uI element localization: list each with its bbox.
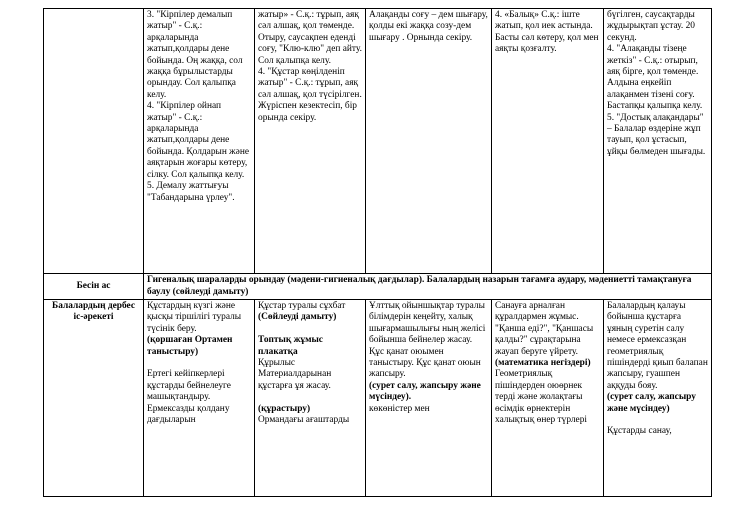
table-cell	[604, 300, 712, 497]
table-row	[44, 300, 712, 497]
cell-text: (математика негіздері)	[495, 358, 591, 369]
table-cell	[492, 9, 604, 274]
cell-text	[258, 324, 362, 335]
cell-text: Геометриялық пішіндерден оюөрнек терді және жолақтағы өсімдік өрнектерін халықтық өнер түрлері	[495, 369, 588, 426]
cell-text: (сурет салу, жапсыру және мүсіндеу)	[607, 392, 699, 414]
row-header: Балалардың дербес іс-әрекеті	[44, 300, 144, 497]
cell-text: 4. "Құстар көңілденіп жатыр" - С.қ.: тұрып, аяқ сәл алшақ, қол түсірілген. Жүріспен кезектесіп, бір орында секіру.	[258, 67, 365, 123]
cell-text	[607, 415, 708, 426]
cell-text: бүгілген, саусақтарды жұдырықтап ұстау. 20 секунд.	[607, 10, 698, 43]
cell-text: Ұлттық ойыншықтар туралы білімдерін кеңейту, халық шығармашылығы ның желісі бойынша бейнелер жасау. Құс қанат оюымен таныстыру. Құс қанат оюын жапсыру.	[369, 301, 488, 380]
cell-text: Ормандағы ағаштарды	[258, 415, 350, 426]
cell-text: 5. Демалу жаттығуы "Табандарына үрлеу".	[147, 181, 235, 203]
cell-text: (құрастыру)	[258, 403, 311, 414]
cell-text: (сурет салу, жапсыру және мүсіндеу).	[369, 380, 484, 403]
cell-text: жатыр» - С.қ.: тұрып, аяқ сәл алшақ, қол төменде. Отыру, саусақпен еденді соғу, "Клю-клю" деп айту. Сол қалыпқа келу.	[258, 10, 365, 66]
table-cell	[366, 9, 492, 274]
cell-text	[258, 392, 362, 403]
table-row	[44, 9, 712, 274]
cell-text: Санауға арналған құралдармен жұмыс. "Қанша еді?", "Қаншасы қалды?" сұрақтарына жауап беруге үйрету.	[495, 301, 596, 357]
cell-text: Ертегі кейіпкерлері құстарды бейнелеуге машықтандыру. Ермексазды қолдану дағдыларын	[147, 369, 234, 426]
cell-text: Алақанды соғу – дем шығару, қолды екі жаққа созу-дем шығару . Орнында секіру.	[369, 10, 491, 43]
cell-text: 4. "Алақанды тізеңе жеткіз" - С.қ.: отырып, аяқ бірге, қол төменде. Алдына еңкейіп алақанмен тізені соғу. Бастапқы қалыпқа келу.	[607, 44, 703, 112]
cell-text: көкөністер мен	[369, 403, 430, 414]
schedule-table	[43, 8, 712, 497]
row-header: Бесін ас	[44, 274, 144, 300]
table-cell	[366, 300, 492, 497]
cell-text: Құрылыс Материалдарынан құстарға ұя жасау.	[258, 358, 334, 391]
cell-text: 4. "Кірпілер ойнап жатыр" - С.қ.: арқаларында жатып,қолдары дене бойында. Қолдарын және аяқтарын жоғары көтеру, сілку. Сол қалыпқа келу.	[147, 101, 252, 180]
cell-text: 5. "Достық алақандары" – Балалар өздеріне жұп тауып, қол ұстасып, ұйқы бөлмеден шығады.	[607, 112, 706, 157]
cell-text: Құстардың күзгі және қысқы тіршілігі туралы түсінік беру.	[147, 301, 244, 334]
cell-text: (қоршаған Ортамен таныстыру)	[147, 335, 235, 357]
merged-cell: Гигеналық шараларды орындау (мәдени-гигиеналық дағдылар). Балалардың назарын тағамға аудару, мәдениетті тамақтануға баулу (сөйлеуді дамыту)	[144, 274, 712, 300]
table-cell	[604, 9, 712, 274]
cell-text	[147, 358, 251, 369]
table-row	[44, 274, 712, 300]
table-cell	[255, 300, 366, 497]
table-cell	[144, 9, 255, 274]
cell-text: Құстарды санау,	[607, 426, 672, 437]
cell-text: Топтық жұмыс плакатқа	[258, 335, 326, 357]
cell-text: 3. "Кірпілер демалып жатыр" - С.қ.: арқаларында жатып,қолдары дене бойында. Оң жаққа, сол жаққа бұрылыстарды орындау. Сол қалыпқа келу.	[147, 10, 245, 100]
cell-text: Құстар туралы сұхбат	[258, 301, 346, 311]
table-cell	[492, 300, 604, 497]
cell-text: 4. «Балық» С.қ.: іште жатып, қол иек астында. Басты сәл көтеру, қол мен аяқты қозғалту.	[495, 10, 601, 55]
table-cell	[255, 9, 366, 274]
table-cell	[144, 300, 255, 497]
row-header	[44, 9, 144, 274]
cell-text: (Сөйлеуді дамыту)	[258, 312, 337, 323]
cell-text: Балалардың қалауы бойынша құстарға ұяның суретін салу немесе ермексазқан геометриялық пішіндерді қиып балапан жапсыру, гуашпен аққуды бояу.	[607, 301, 711, 391]
